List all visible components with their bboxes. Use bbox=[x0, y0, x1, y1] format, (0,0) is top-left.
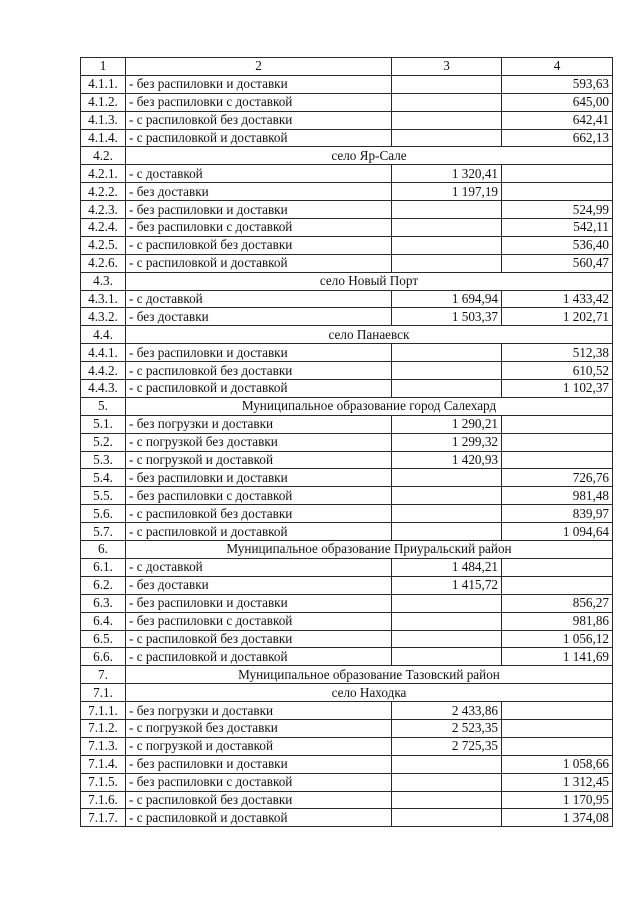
row-description: - без распиловки с доставкой bbox=[126, 612, 392, 630]
row-number: 6.5. bbox=[81, 630, 126, 648]
row-description: - без распиловки и доставки bbox=[126, 344, 392, 362]
row-value-col-4: 560,47 bbox=[502, 254, 613, 272]
row-value-col-4: 726,76 bbox=[502, 469, 613, 487]
row-value-col-4: 536,40 bbox=[502, 236, 613, 254]
row-description: - с распиловкой и доставкой bbox=[126, 254, 392, 272]
row-value-col-3 bbox=[392, 219, 502, 237]
table-row bbox=[81, 702, 613, 720]
row-description: - с распиловкой и доставкой bbox=[126, 523, 392, 541]
row-description: - без распиловки с доставкой bbox=[126, 93, 392, 111]
row-description: - с погрузкой и доставкой bbox=[126, 737, 392, 755]
row-number: 4.2. bbox=[81, 147, 126, 165]
row-description: - без доставки bbox=[126, 308, 392, 326]
row-value-col-4: 839,97 bbox=[502, 505, 613, 523]
row-description: - без распиловки с доставкой bbox=[126, 773, 392, 791]
row-value-col-3 bbox=[392, 809, 502, 827]
row-value-col-4: 524,99 bbox=[502, 201, 613, 219]
row-number: 4.2.1. bbox=[81, 165, 126, 183]
table-row bbox=[81, 75, 613, 93]
row-number: 4.2.5. bbox=[81, 236, 126, 254]
price-table bbox=[80, 57, 613, 827]
row-value-col-4 bbox=[502, 576, 613, 594]
row-description: - без распиловки и доставки bbox=[126, 201, 392, 219]
row-value-col-3 bbox=[392, 93, 502, 111]
table-row bbox=[81, 362, 613, 380]
row-description: - без распиловки и доставки bbox=[126, 594, 392, 612]
row-description: - без доставки bbox=[126, 183, 392, 201]
row-value-col-3 bbox=[392, 254, 502, 272]
row-value-col-4 bbox=[502, 451, 613, 469]
row-value-col-4 bbox=[502, 737, 613, 755]
row-number: 5.1. bbox=[81, 415, 126, 433]
row-number: 4.3.2. bbox=[81, 308, 126, 326]
row-number: 4.2.6. bbox=[81, 254, 126, 272]
row-value-col-3: 1 320,41 bbox=[392, 165, 502, 183]
row-value-col-3: 1 694,94 bbox=[392, 290, 502, 308]
table-row bbox=[81, 93, 613, 111]
row-value-col-3 bbox=[392, 344, 502, 362]
row-value-col-4: 1 102,37 bbox=[502, 380, 613, 398]
row-description: - с распиловкой без доставки bbox=[126, 791, 392, 809]
table-row bbox=[81, 576, 613, 594]
row-value-col-4 bbox=[502, 165, 613, 183]
row-value-col-4 bbox=[502, 415, 613, 433]
row-value-col-3 bbox=[392, 612, 502, 630]
row-number: 4.1.2. bbox=[81, 93, 126, 111]
table-row bbox=[81, 809, 613, 827]
row-description: - с распиловкой и доставкой bbox=[126, 380, 392, 398]
table-row bbox=[81, 308, 613, 326]
row-value-col-4: 1 170,95 bbox=[502, 791, 613, 809]
table-row bbox=[81, 433, 613, 451]
row-value-col-4 bbox=[502, 183, 613, 201]
row-value-col-3 bbox=[392, 791, 502, 809]
row-description: - без доставки bbox=[126, 576, 392, 594]
row-number: 7.1. bbox=[81, 684, 126, 702]
table-row bbox=[81, 129, 613, 147]
header-col-3: 3 bbox=[392, 58, 502, 76]
row-description: - без распиловки и доставки bbox=[126, 469, 392, 487]
row-description: - с доставкой bbox=[126, 290, 392, 308]
table-row bbox=[81, 219, 613, 237]
row-value-col-3 bbox=[392, 362, 502, 380]
row-value-col-3 bbox=[392, 594, 502, 612]
row-value-col-3: 1 197,19 bbox=[392, 183, 502, 201]
row-number: 4.4.1. bbox=[81, 344, 126, 362]
table-row bbox=[81, 380, 613, 398]
section-row bbox=[81, 147, 613, 165]
row-description: - с погрузкой и доставкой bbox=[126, 451, 392, 469]
row-number: 6.4. bbox=[81, 612, 126, 630]
row-value-col-3 bbox=[392, 755, 502, 773]
row-number: 5.2. bbox=[81, 433, 126, 451]
row-number: 4.2.2. bbox=[81, 183, 126, 201]
row-description: - без распиловки с доставкой bbox=[126, 219, 392, 237]
table-row bbox=[81, 183, 613, 201]
row-value-col-4 bbox=[502, 433, 613, 451]
table-row bbox=[81, 612, 613, 630]
table-row bbox=[81, 344, 613, 362]
row-description: - с распиловкой без доставки bbox=[126, 630, 392, 648]
table-row bbox=[81, 236, 613, 254]
row-value-col-4: 981,86 bbox=[502, 612, 613, 630]
row-description: - с погрузкой без доставки bbox=[126, 433, 392, 451]
row-description: - с распиловкой без доставки bbox=[126, 111, 392, 129]
table-row bbox=[81, 254, 613, 272]
row-value-col-4: 662,13 bbox=[502, 129, 613, 147]
row-value-col-4: 1 094,64 bbox=[502, 523, 613, 541]
row-number: 4.4.3. bbox=[81, 380, 126, 398]
section-row bbox=[81, 541, 613, 559]
row-number: 6.1. bbox=[81, 558, 126, 576]
row-value-col-3 bbox=[392, 111, 502, 129]
section-title: Муниципальное образование Приуральский район bbox=[126, 541, 613, 559]
row-number: 4.1.4. bbox=[81, 129, 126, 147]
row-value-col-3 bbox=[392, 505, 502, 523]
row-value-col-4: 1 312,45 bbox=[502, 773, 613, 791]
row-description: - без распиловки с доставкой bbox=[126, 487, 392, 505]
row-number: 6.6. bbox=[81, 648, 126, 666]
row-number: 7.1.4. bbox=[81, 755, 126, 773]
table-row bbox=[81, 630, 613, 648]
row-number: 6. bbox=[81, 541, 126, 559]
header-col-2: 2 bbox=[126, 58, 392, 76]
row-description: - с распиловкой без доставки bbox=[126, 505, 392, 523]
section-row bbox=[81, 397, 613, 415]
row-value-col-3: 1 299,32 bbox=[392, 433, 502, 451]
row-value-col-3 bbox=[392, 648, 502, 666]
row-number: 6.2. bbox=[81, 576, 126, 594]
row-value-col-4: 856,27 bbox=[502, 594, 613, 612]
row-value-col-4: 512,38 bbox=[502, 344, 613, 362]
table-row bbox=[81, 737, 613, 755]
row-number: 4.4.2. bbox=[81, 362, 126, 380]
table-row bbox=[81, 558, 613, 576]
row-value-col-3: 2 523,35 bbox=[392, 719, 502, 737]
header-row bbox=[81, 58, 613, 76]
row-number: 4.1.1. bbox=[81, 75, 126, 93]
row-description: - без погрузки и доставки bbox=[126, 702, 392, 720]
row-number: 5.5. bbox=[81, 487, 126, 505]
table-row bbox=[81, 755, 613, 773]
row-description: - без погрузки и доставки bbox=[126, 415, 392, 433]
header-col-4: 4 bbox=[502, 58, 613, 76]
row-description: - с распиловкой и доставкой bbox=[126, 648, 392, 666]
section-row bbox=[81, 272, 613, 290]
row-value-col-3: 2 433,86 bbox=[392, 702, 502, 720]
section-title: село Находка bbox=[126, 684, 613, 702]
row-value-col-3 bbox=[392, 75, 502, 93]
table-row bbox=[81, 719, 613, 737]
table-row bbox=[81, 415, 613, 433]
row-value-col-4: 1 374,08 bbox=[502, 809, 613, 827]
row-value-col-4 bbox=[502, 719, 613, 737]
table-row bbox=[81, 111, 613, 129]
row-number: 5.7. bbox=[81, 523, 126, 541]
row-value-col-4: 593,63 bbox=[502, 75, 613, 93]
row-value-col-4: 1 056,12 bbox=[502, 630, 613, 648]
row-description: - с распиловкой и доставкой bbox=[126, 809, 392, 827]
row-value-col-4: 645,00 bbox=[502, 93, 613, 111]
table-row bbox=[81, 505, 613, 523]
table-row bbox=[81, 594, 613, 612]
row-value-col-4: 981,48 bbox=[502, 487, 613, 505]
row-value-col-4: 542,11 bbox=[502, 219, 613, 237]
section-title: село Яр-Сале bbox=[126, 147, 613, 165]
row-value-col-3 bbox=[392, 380, 502, 398]
row-value-col-4: 610,52 bbox=[502, 362, 613, 380]
row-description: - без распиловки и доставки bbox=[126, 75, 392, 93]
row-number: 6.3. bbox=[81, 594, 126, 612]
row-value-col-4: 642,41 bbox=[502, 111, 613, 129]
row-value-col-4 bbox=[502, 702, 613, 720]
row-number: 7. bbox=[81, 666, 126, 684]
row-number: 4.2.3. bbox=[81, 201, 126, 219]
table-row bbox=[81, 201, 613, 219]
row-value-col-3 bbox=[392, 201, 502, 219]
row-value-col-4: 1 058,66 bbox=[502, 755, 613, 773]
row-number: 5.3. bbox=[81, 451, 126, 469]
row-description: - с распиловкой без доставки bbox=[126, 236, 392, 254]
row-description: - с распиловкой и доставкой bbox=[126, 129, 392, 147]
table-row bbox=[81, 165, 613, 183]
row-value-col-3: 1 503,37 bbox=[392, 308, 502, 326]
row-description: - без распиловки и доставки bbox=[126, 755, 392, 773]
row-number: 5. bbox=[81, 397, 126, 415]
row-number: 7.1.7. bbox=[81, 809, 126, 827]
section-row bbox=[81, 326, 613, 344]
row-number: 4.1.3. bbox=[81, 111, 126, 129]
row-description: - с доставкой bbox=[126, 165, 392, 183]
table-row bbox=[81, 487, 613, 505]
section-row bbox=[81, 666, 613, 684]
table-row bbox=[81, 290, 613, 308]
row-number: 4.3.1. bbox=[81, 290, 126, 308]
row-value-col-3: 1 290,21 bbox=[392, 415, 502, 433]
section-row bbox=[81, 684, 613, 702]
section-title: Муниципальное образование Тазовский район bbox=[126, 666, 613, 684]
row-value-col-3 bbox=[392, 469, 502, 487]
row-number: 7.1.5. bbox=[81, 773, 126, 791]
row-value-col-3 bbox=[392, 487, 502, 505]
header-col-1: 1 bbox=[81, 58, 126, 76]
row-description: - с погрузкой без доставки bbox=[126, 719, 392, 737]
section-title: село Новый Порт bbox=[126, 272, 613, 290]
row-value-col-4: 1 202,71 bbox=[502, 308, 613, 326]
row-value-col-3 bbox=[392, 129, 502, 147]
table-row bbox=[81, 451, 613, 469]
row-number: 5.6. bbox=[81, 505, 126, 523]
section-title: село Панаевск bbox=[126, 326, 613, 344]
row-number: 4.4. bbox=[81, 326, 126, 344]
row-value-col-3 bbox=[392, 630, 502, 648]
table-row bbox=[81, 523, 613, 541]
row-description: - с доставкой bbox=[126, 558, 392, 576]
table-row bbox=[81, 469, 613, 487]
row-value-col-4: 1 141,69 bbox=[502, 648, 613, 666]
row-value-col-3: 2 725,35 bbox=[392, 737, 502, 755]
row-number: 7.1.2. bbox=[81, 719, 126, 737]
row-number: 5.4. bbox=[81, 469, 126, 487]
price-table-body bbox=[81, 58, 613, 827]
table-row bbox=[81, 773, 613, 791]
row-value-col-3 bbox=[392, 773, 502, 791]
row-value-col-3 bbox=[392, 236, 502, 254]
row-value-col-3: 1 484,21 bbox=[392, 558, 502, 576]
row-description: - с распиловкой без доставки bbox=[126, 362, 392, 380]
table-row bbox=[81, 791, 613, 809]
row-number: 4.3. bbox=[81, 272, 126, 290]
row-number: 7.1.6. bbox=[81, 791, 126, 809]
table-row bbox=[81, 648, 613, 666]
row-value-col-3: 1 420,93 bbox=[392, 451, 502, 469]
row-value-col-4 bbox=[502, 558, 613, 576]
section-title: Муниципальное образование город Салехард bbox=[126, 397, 613, 415]
row-value-col-3: 1 415,72 bbox=[392, 576, 502, 594]
row-number: 7.1.3. bbox=[81, 737, 126, 755]
row-value-col-4: 1 433,42 bbox=[502, 290, 613, 308]
row-number: 4.2.4. bbox=[81, 219, 126, 237]
row-number: 7.1.1. bbox=[81, 702, 126, 720]
row-value-col-3 bbox=[392, 523, 502, 541]
